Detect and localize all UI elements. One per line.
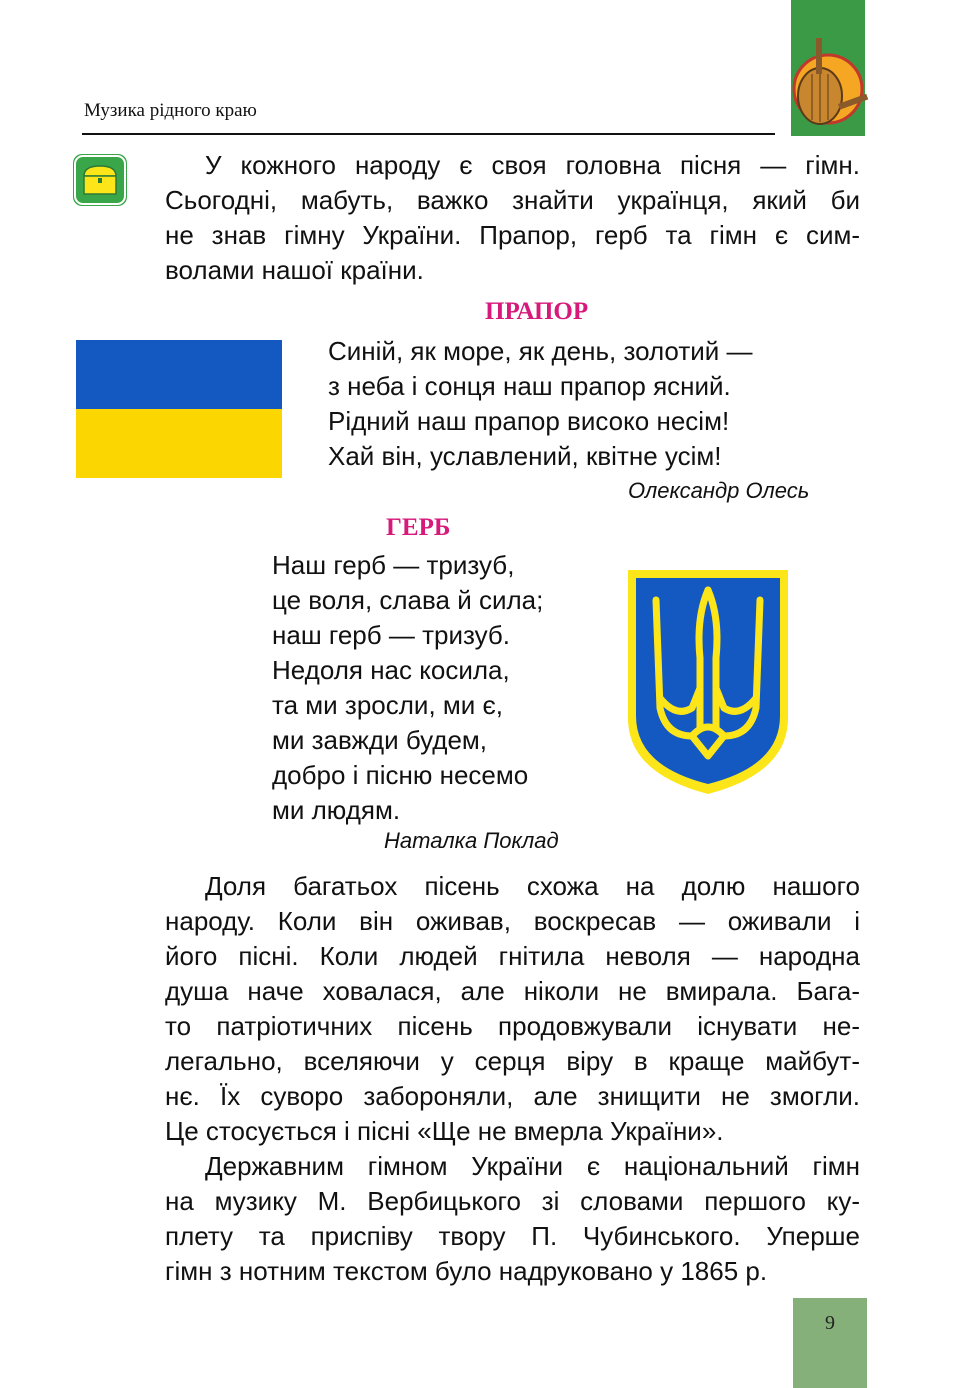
text-line: його пісні. Коли людей гнітила неволя — народна xyxy=(165,941,860,971)
poem-line: з неба і сонця наш прапор ясний. xyxy=(328,371,731,401)
text-line: нє. Їх суворо забороняли, але знищити не змогли. xyxy=(165,1081,860,1111)
poem-line: та ми зросли, ми є, xyxy=(272,690,504,720)
poem-line: ми завжди будем, xyxy=(272,725,488,755)
flag-yellow-stripe xyxy=(76,409,282,478)
coat-poem-author: Наталка Поклад xyxy=(384,828,559,853)
text-line: легально, вселяючи у серця віру в краще майбут- xyxy=(165,1046,860,1076)
flag-poem-author: Олександр Олесь xyxy=(628,478,810,503)
text-line: Державним гімном України є національний гімн xyxy=(205,1151,860,1181)
header-divider xyxy=(82,133,775,135)
coat-poem xyxy=(272,548,543,828)
poem-line: наш герб — тризуб. xyxy=(272,620,510,650)
poem-line: Наш герб — тризуб, xyxy=(272,550,515,580)
text-line: то патріотичних пісень продовжували існувати не- xyxy=(165,1011,860,1041)
text-line: У кожного народу є своя головна пісня — гімн. xyxy=(205,150,860,180)
anthem-paragraph xyxy=(165,1149,860,1289)
poem-line: Синій, як море, як день, золотий — xyxy=(328,336,753,366)
flag-heading: ПРАПОР xyxy=(485,298,589,325)
flag-blue-stripe xyxy=(76,340,282,409)
history-paragraph xyxy=(165,869,860,1149)
poem-line: добро і пісню несемо xyxy=(272,760,529,790)
poem-line: ми людям. xyxy=(272,795,401,825)
poem-line: це воля, слава й сила; xyxy=(272,585,544,615)
text-line: Сьогодні, мабуть, важко знайти українця, який би xyxy=(165,185,860,215)
treasure-chest-icon xyxy=(73,154,127,206)
text-line: не знав гімну України. Прапор, герб та гімн є сим- xyxy=(165,220,860,250)
text-line: плету та приспіву твору П. Чубинського. Уперше xyxy=(165,1221,860,1251)
poem-line: Рідний наш прапор високо несім! xyxy=(328,406,730,436)
page-number-tab xyxy=(793,1298,867,1388)
poem-line: Хай він, уславлений, квітне усім! xyxy=(328,441,722,471)
poem-line: Недоля нас косила, xyxy=(272,655,510,685)
text-line: Доля багатьох пісень схожа на долю нашого xyxy=(205,871,860,901)
text-line: Це стосується і пісні «Ще не вмерла України». xyxy=(165,1116,724,1146)
coat-heading: ГЕРБ xyxy=(386,514,451,541)
flag-poem xyxy=(328,334,753,474)
intro-paragraph xyxy=(165,148,860,288)
text-line: на музику М. Вербицького зі словами першого ку- xyxy=(165,1186,860,1216)
ukraine-flag-image xyxy=(76,340,282,478)
bandura-icon xyxy=(780,34,870,134)
text-line: волами нашої країни. xyxy=(165,255,424,285)
trident-coat-of-arms-icon xyxy=(626,568,790,796)
text-line: душа наче ховалася, але ніколи не вмирала. Бага- xyxy=(165,976,860,1006)
page-number: 9 xyxy=(825,1312,835,1334)
text-line: народу. Коли він оживав, воскресав — оживали і xyxy=(165,906,860,936)
text-line: гімн з нотним текстом було надруковано у 1865 р. xyxy=(165,1256,768,1286)
chapter-title: Музика рідного краю xyxy=(84,100,257,121)
